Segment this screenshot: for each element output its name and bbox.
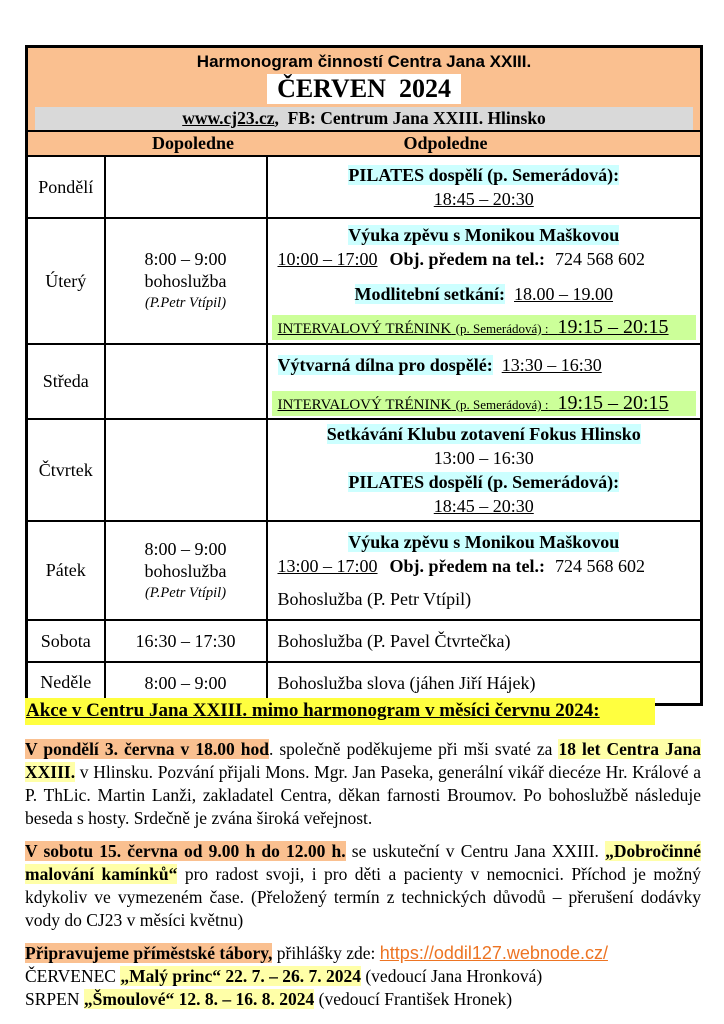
activity-title: PILATES dospělí (p. Semerádová): <box>348 472 620 492</box>
event-name-highlight: „Dobročinné malování kamínků“ <box>25 841 701 884</box>
activity-title: Modlitební setkání: <box>354 283 506 304</box>
contacts-band <box>35 107 693 130</box>
morning-time: 8:00 – 9:00 <box>144 538 227 559</box>
morning-service: bohoslužba <box>144 271 227 291</box>
schedule-row-tuesday <box>27 218 702 344</box>
afternoon-cell-friday <box>267 521 702 620</box>
event-name-highlight: 18 let Centra Jana XXIII. <box>25 739 701 782</box>
event-date-highlight: Připravujeme příměstské tábory, <box>25 943 273 963</box>
event-text: . společně poděkujeme při mši svaté za <box>268 739 559 759</box>
event-paragraph-1 <box>25 738 701 830</box>
morning-cell-saturday: 16:30 – 17:30 <box>105 620 267 662</box>
schedule-row-friday <box>27 521 702 620</box>
activity-time: 10:00 – 17:00 <box>277 248 378 269</box>
activity-time: 18:45 – 20:30 <box>433 496 534 516</box>
afternoon-cell-tuesday <box>267 218 702 344</box>
day-cell-monday: Pondělí <box>27 156 105 218</box>
document-title: Harmonogram činností Centra Jana XXIII. <box>196 52 532 71</box>
event-text: v Hlinsku. Pozvání přijali Mons. Mgr. Jan Paseka, generální vikář diecéze Hr. Králové a P. ThLic. Martin Lanži, zakladatel Centra, děkan farnosti Broumov. Po bohoslužbě následuje beseda s hosty. Srdečně je zvána široká veřejnost. <box>25 762 701 828</box>
schedule-table <box>25 45 703 706</box>
booking-phone: 724 568 602 <box>555 248 645 269</box>
event-paragraph-2 <box>25 840 701 932</box>
table-title-row <box>27 47 702 108</box>
morning-cell-wednesday <box>105 344 267 419</box>
morning-cell-friday <box>105 521 267 620</box>
events-heading-text: Akce v Centru Jana XXIII. mimo harmonogram v měsíci červnu 2024: <box>25 698 655 725</box>
camp-name-highlight: „Malý princ“ 22. 7. – 26. 7. 2024 <box>120 966 361 986</box>
facebook-label: FB: Centrum Jana XXIII. Hlinsko <box>287 108 546 128</box>
morning-time: 8:00 – 9:00 <box>144 249 227 269</box>
day-cell-saturday: Sobota <box>27 620 105 662</box>
camps-registration-link[interactable]: https://oddil127.webnode.cz/ <box>379 943 608 963</box>
column-header-afternoon: Odpoledne <box>403 133 488 153</box>
interval-title: INTERVALOVÝ TRÉNINK <box>277 397 452 413</box>
column-header-row <box>27 131 702 156</box>
morning-cell-sunday: 8:00 – 9:00 <box>105 662 267 704</box>
morning-service: bohoslužba <box>144 560 227 581</box>
morning-cell-monday <box>105 156 267 218</box>
day-cell-wednesday: Středa <box>27 344 105 419</box>
event-date-highlight: V sobotu 15. června od 9.00 h do 12.00 h. <box>25 841 346 861</box>
activity-title: Výuka zpěvu s Monikou Maškovou <box>348 224 620 245</box>
interval-training-line <box>272 315 697 340</box>
booking-phone: 724 568 602 <box>555 556 645 576</box>
camp-month-label: ČERVENEC <box>25 966 121 986</box>
day-cell-thursday: Čtvrtek <box>27 419 105 521</box>
activity-title: Výuka zpěvu s Monikou Maškovou <box>348 532 620 552</box>
month-title: ČERVEN 2024 <box>267 74 461 104</box>
afternoon-cell-monday <box>267 156 702 218</box>
events-heading <box>25 698 701 725</box>
activity-time: 13:00 – 16:30 <box>433 448 534 468</box>
schedule-row-wednesday <box>27 344 702 419</box>
morning-cell-tuesday <box>105 218 267 344</box>
booking-label: Obj. předem na tel.: <box>389 556 545 576</box>
day-cell-friday: Pátek <box>27 521 105 620</box>
activity-title: Setkávání Klubu zotavení Fokus Hlinsko <box>326 424 641 444</box>
event-text: přihlášky zde: <box>272 943 380 963</box>
event-text: se uskuteční v Centru Jana XXIII. <box>345 841 606 861</box>
interval-training-line <box>272 391 697 416</box>
camp-leader: (vedoucí František Hronek) <box>314 989 513 1009</box>
activity-title: Výtvarná dílna pro dospělé: <box>277 355 493 375</box>
morning-priest: (P.Petr Vtípil) <box>144 584 227 601</box>
event-text: pro radost svoji, i pro děti a pacienty v nemocnici. Příchod je možný kdykoliv ve vymezeném čase. (Přeložený termín z technických důvodů – přerušení dodávky vody do CJ23 v měsíci květnu) <box>25 864 701 930</box>
website-separator: , <box>274 108 279 128</box>
schedule-row-monday <box>27 156 702 218</box>
activity-time: 18.00 – 19.00 <box>514 283 614 304</box>
morning-cell-thursday <box>105 419 267 521</box>
afternoon-cell-saturday <box>267 620 702 662</box>
interval-time: 19:15 – 20:15 <box>557 392 669 414</box>
service-text: Bohoslužba (P. Pavel Čtvrtečka) <box>277 631 511 651</box>
schedule-row-saturday <box>27 620 702 662</box>
activity-time: 13:00 – 17:00 <box>277 556 378 576</box>
service-text: Bohoslužba (P. Petr Vtípil) <box>277 589 472 609</box>
activity-time: 18:45 – 20:30 <box>433 189 534 209</box>
afternoon-cell-thursday <box>267 419 702 521</box>
day-cell-sunday: Neděle <box>27 662 105 704</box>
camp-name-highlight: „Šmoulové“ 12. 8. – 16. 8. 2024 <box>83 989 315 1009</box>
afternoon-cell-wednesday <box>267 344 702 419</box>
day-cell-tuesday: Úterý <box>27 218 105 344</box>
interval-person: (p. Semerádová) : <box>455 320 549 336</box>
interval-time: 19:15 – 20:15 <box>557 315 669 338</box>
event-date-highlight: V pondělí 3. června v 18.00 hod <box>25 739 269 759</box>
service-text: Bohoslužba slova (jáhen Jiří Hájek) <box>277 672 536 693</box>
activity-time: 13:30 – 16:30 <box>501 355 602 375</box>
interval-title: INTERVALOVÝ TRÉNINK <box>277 320 452 337</box>
morning-priest: (P.Petr Vtípil) <box>144 295 227 311</box>
booking-label: Obj. předem na tel.: <box>389 248 545 269</box>
camp-month-label: SRPEN <box>25 989 84 1009</box>
activity-title: PILATES dospělí (p. Semerádová): <box>348 165 620 185</box>
events-section <box>25 698 701 1021</box>
interval-person: (p. Semerádová) : <box>455 397 549 412</box>
camp-leader: (vedoucí Jana Hronková) <box>360 966 543 986</box>
contacts-row <box>27 107 702 131</box>
event-paragraph-3 <box>25 942 701 1011</box>
website-link[interactable]: www.cj23.cz <box>182 108 275 128</box>
column-header-morning: Dopoledne <box>151 133 234 153</box>
schedule-row-thursday <box>27 419 702 521</box>
